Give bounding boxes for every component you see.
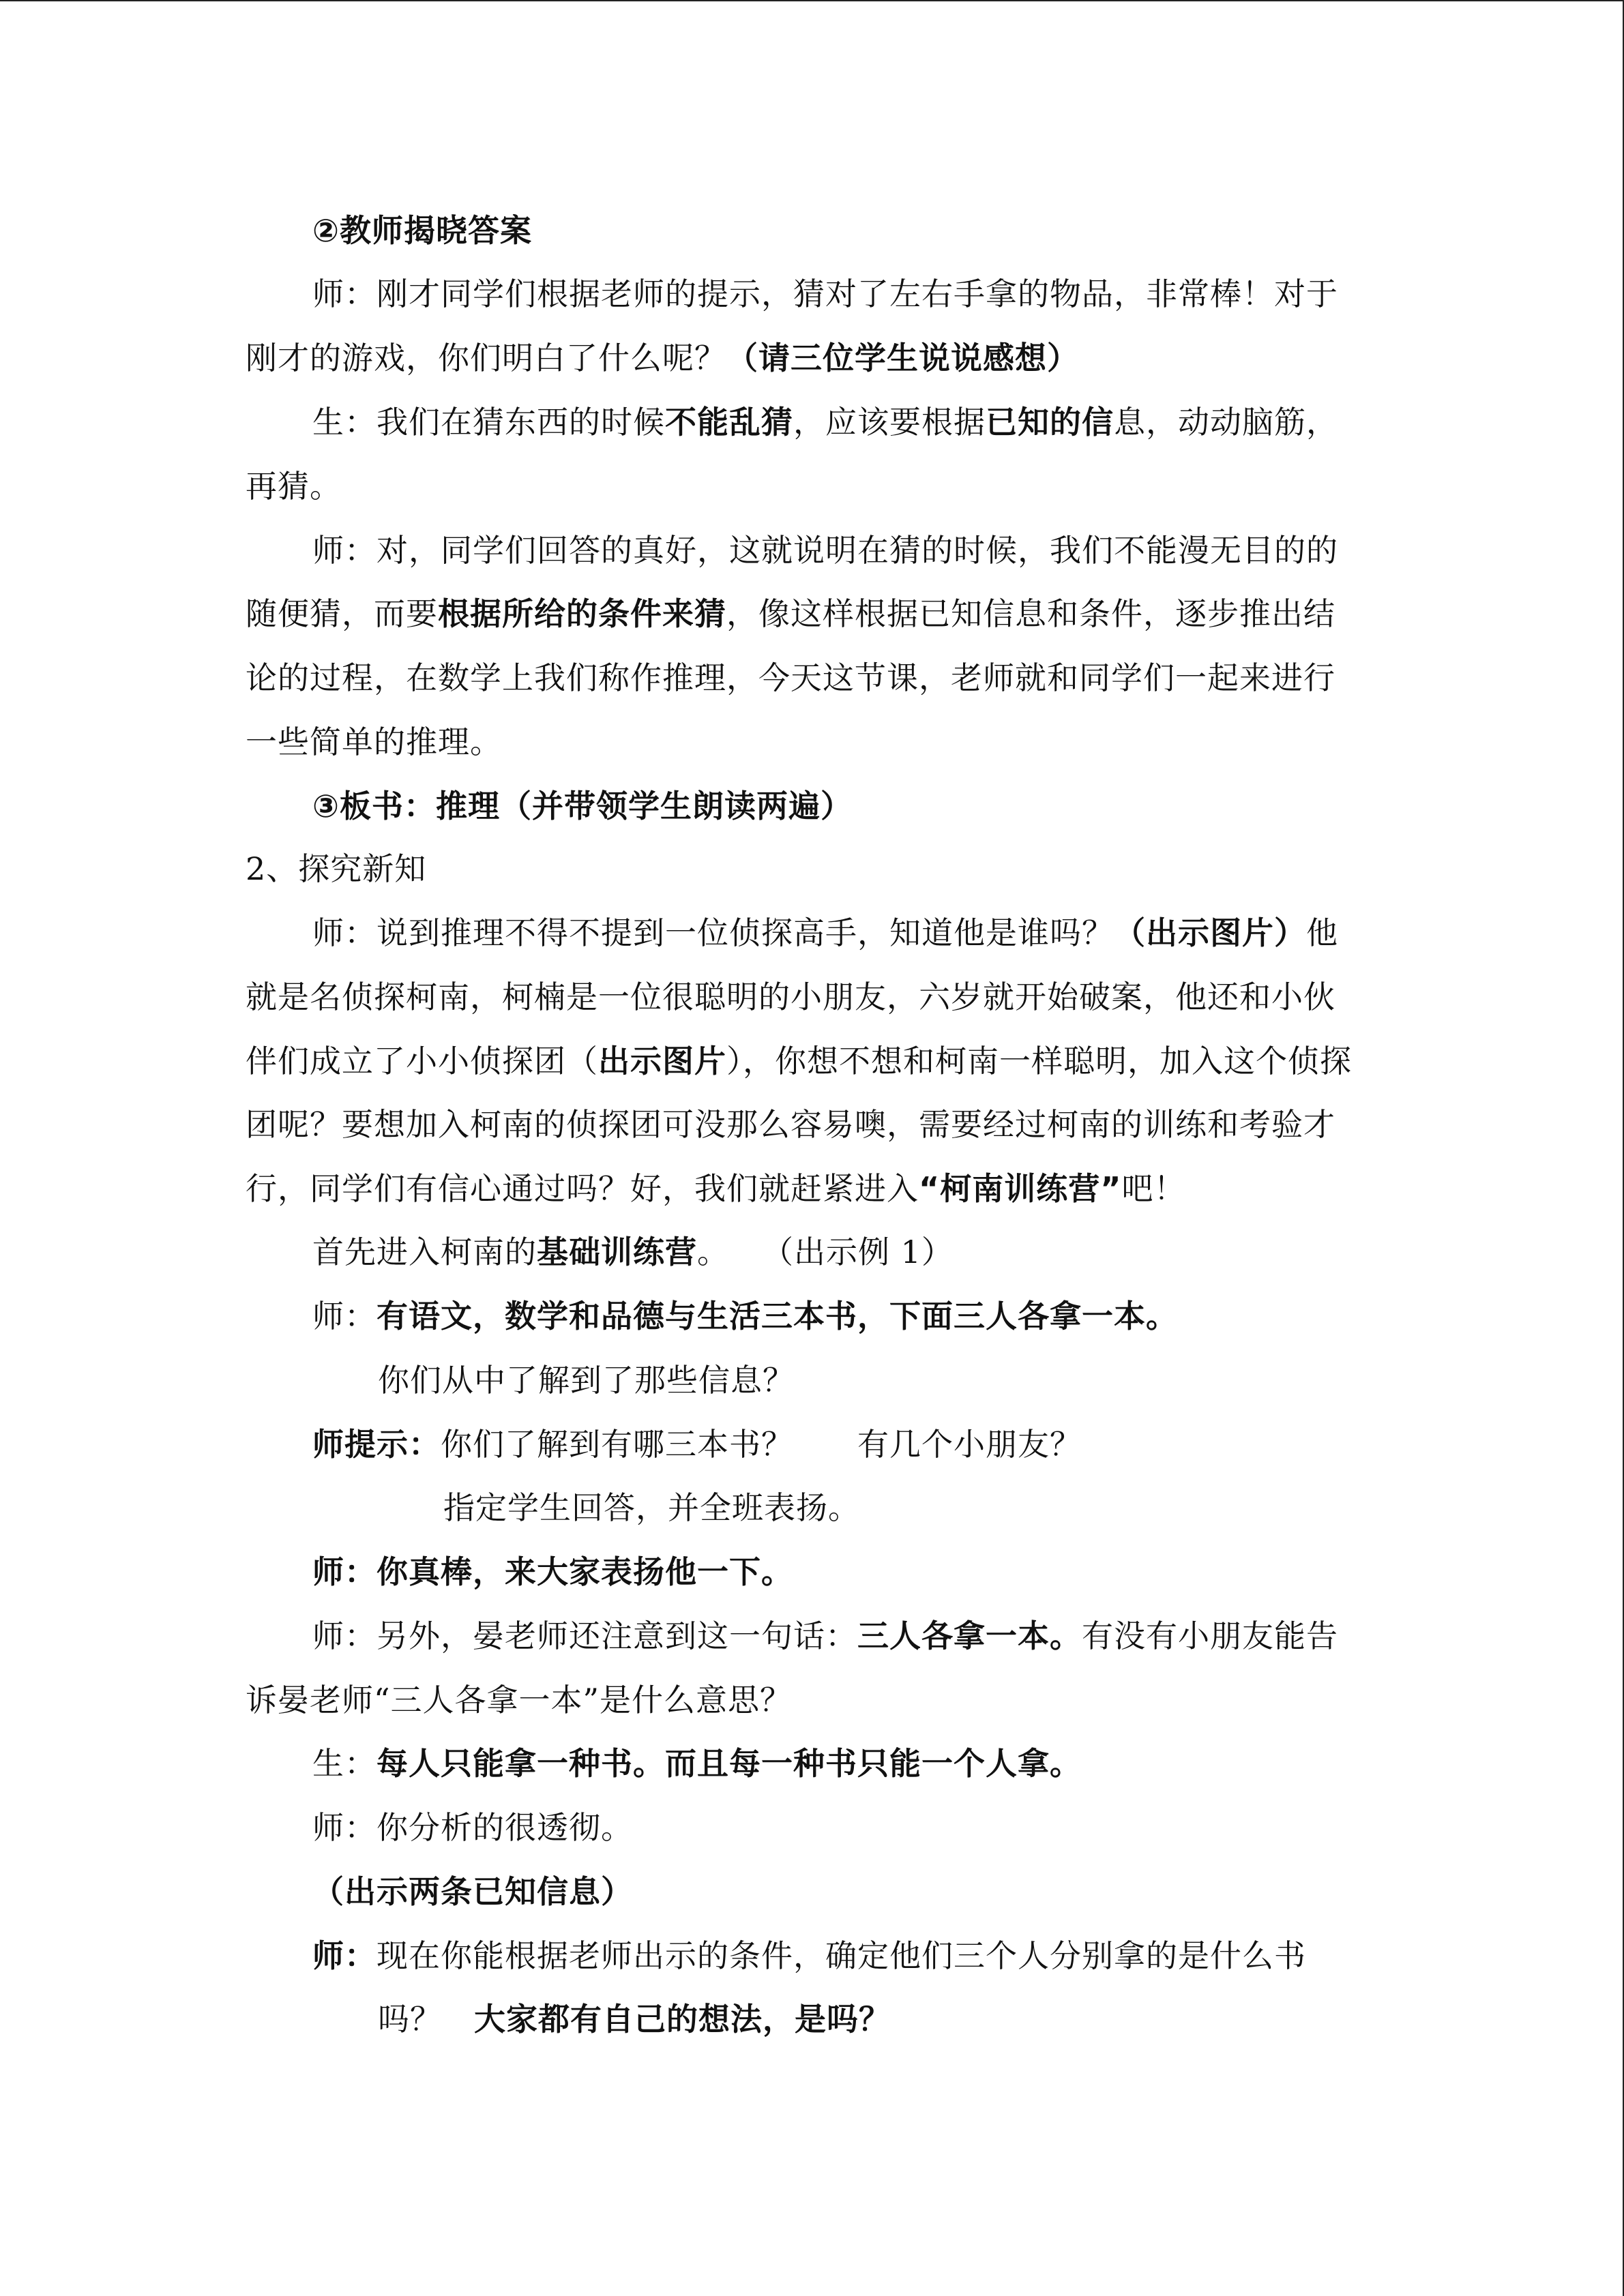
text-run: 行，同学们有信心通过吗？好，我们就赶紧进入 — [246, 1170, 919, 1207]
line-02 — [312, 273, 1338, 314]
text-run: 首先进入柯南的 — [312, 1234, 537, 1270]
line-18 — [312, 1296, 1178, 1337]
line-29 — [378, 1999, 891, 2040]
text-run: 生：我们在猜东西的时候 — [312, 404, 665, 441]
bold-text-run: 出示图片 — [598, 1043, 726, 1079]
line-09 — [246, 721, 502, 762]
text-run: 吗？ — [378, 2001, 474, 2038]
text-run: 师：另外，晏老师还注意到这一句话： — [312, 1617, 857, 1654]
line-07 — [246, 593, 1335, 634]
line-20 — [312, 1424, 1082, 1465]
bold-text-run: ②教师揭晓答案 — [312, 212, 532, 249]
text-run: 有没有小朋友能告 — [1082, 1617, 1338, 1654]
line-27 — [312, 1871, 633, 1912]
bold-text-run: 师：你真棒，来大家表扬他一下。 — [312, 1553, 793, 1590]
line-25 — [312, 1743, 1082, 1784]
text-run: 师：对，同学们回答的真好，这就说明在猜的时候，我们不能漫无目的的 — [312, 532, 1338, 569]
text-run: 。 （出示例 1） — [697, 1234, 954, 1270]
bold-text-run: 大家都有自己的想法，是吗？ — [474, 2001, 891, 2038]
bold-text-run: （请三位学生说说感想） — [726, 340, 1079, 376]
text-run: 伴们成立了小小侦探团（ — [246, 1043, 598, 1079]
text-run: 息，动动脑筋， — [1114, 404, 1338, 441]
line-10 — [312, 786, 853, 826]
text-run: 现在你能根据老师出示的条件，确定他们三个人分别拿的是什么书 — [377, 1937, 1306, 1974]
text-run: ，像这样根据已知信息和条件，逐步推出结 — [726, 595, 1335, 632]
line-19 — [378, 1360, 795, 1401]
bold-text-run: 有语文，数学和品德与生活三本书，下面三人各拿一本。 — [377, 1298, 1178, 1335]
line-14 — [246, 1041, 1352, 1082]
line-13 — [246, 976, 1335, 1017]
text-run: 师： — [312, 1298, 377, 1335]
bold-text-run: 师： — [312, 1937, 377, 1974]
bold-text-run: 基础训练营 — [537, 1234, 697, 1270]
text-run: 指定学生回答，并全班表扬。 — [443, 1489, 860, 1526]
line-22 — [312, 1551, 793, 1592]
text-run: ，应该要根据 — [793, 404, 986, 441]
text-run: 就是名侦探柯南，柯楠是一位很聪明的小朋友，六岁就开始破案，他还和小伙 — [246, 979, 1335, 1015]
text-run: 生： — [312, 1745, 377, 1782]
text-run: 一些简单的推理。 — [246, 724, 502, 760]
text-run: 诉晏老师“三人各拿一本”是什么意思？ — [246, 1682, 793, 1718]
bold-text-run: 根据所给的条件来猜 — [438, 595, 726, 632]
line-04 — [312, 402, 1338, 443]
line-12 — [312, 912, 1338, 953]
line-23 — [312, 1615, 1338, 1656]
text-run: 你们了解到有哪三本书？ 有几个小朋友？ — [441, 1426, 1082, 1463]
text-run: 团呢？要想加入柯南的侦探团可没那么容易噢，需要经过柯南的训练和考验才 — [246, 1106, 1335, 1143]
text-run: 随便猜，而要 — [246, 595, 438, 632]
bold-text-run: 已知的信 — [986, 404, 1114, 441]
line-01 — [312, 210, 532, 251]
line-26 — [312, 1807, 633, 1848]
line-28 — [312, 1935, 1306, 1976]
text-run: 论的过程，在数学上我们称作推理，今天这节课，老师就和同学们一起来进行 — [246, 659, 1335, 696]
text-run: 他 — [1306, 914, 1338, 951]
text-run: 再猜。 — [246, 468, 342, 505]
text-run: 你们从中了解到了那些信息？ — [378, 1362, 795, 1399]
text-run: 吧！ — [1121, 1170, 1186, 1207]
bold-text-run: 三人各拿一本。 — [857, 1617, 1082, 1654]
bold-text-run: 不能乱猜 — [665, 404, 793, 441]
bold-text-run: （出示两条已知信息） — [312, 1873, 633, 1910]
text-run: 师：你分析的很透彻。 — [312, 1809, 633, 1846]
bold-text-run: （出示图片） — [1114, 914, 1306, 951]
text-run: 刚才的游戏，你们明白了什么呢？ — [246, 340, 726, 376]
line-05 — [246, 466, 342, 507]
bold-text-run: 每人只能拿一种书。而且每一种书只能一个人拿。 — [377, 1745, 1082, 1782]
line-11 — [246, 848, 426, 889]
text-run: 师：说到推理不得不提到一位侦探高手，知道他是谁吗？ — [312, 914, 1114, 951]
text-run: ），你想不想和柯南一样聪明，加入这个侦探 — [726, 1043, 1352, 1079]
text-run: 师：刚才同学们根据老师的提示，猜对了左右手拿的物品，非常棒！对于 — [312, 275, 1338, 312]
line-21 — [443, 1487, 860, 1528]
line-17 — [312, 1232, 954, 1272]
bold-text-run: 师提示： — [312, 1426, 441, 1463]
bold-text-run: “柯南训练营” — [919, 1170, 1122, 1207]
line-24 — [246, 1680, 792, 1720]
line-03 — [246, 338, 1079, 378]
bold-text-run: ③板书：推理（并带领学生朗读两遍） — [312, 788, 853, 824]
line-08 — [246, 657, 1335, 698]
line-16 — [246, 1168, 1185, 1209]
line-06 — [312, 530, 1338, 571]
line-15 — [246, 1104, 1335, 1145]
text-run: 2、探究新知 — [246, 850, 427, 887]
